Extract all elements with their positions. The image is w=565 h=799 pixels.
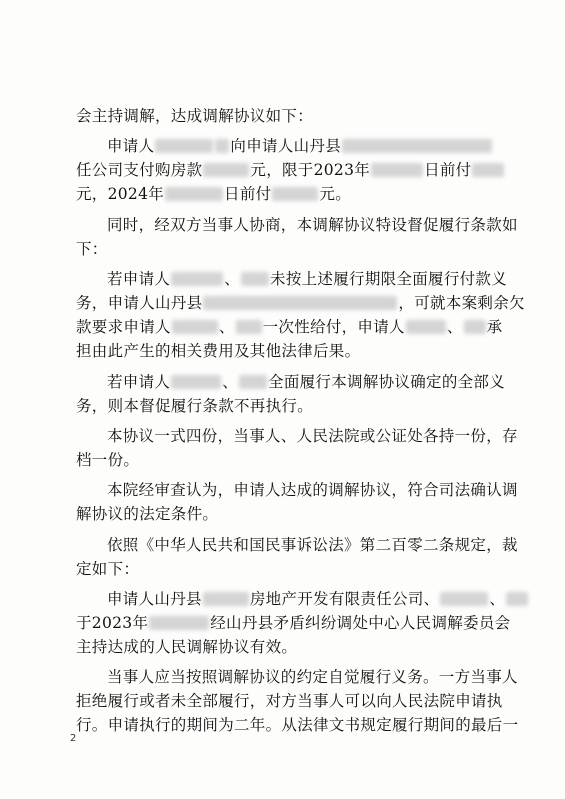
text: 依照《中华人民共和国民事诉讼法》第二百零二条规定，裁 (107, 536, 518, 554)
text: 同时，经双方当事人协商，本调解协议特设督促履行条款如 (107, 216, 518, 234)
text: 于2023年 (76, 614, 149, 632)
text: 定如下： (76, 560, 140, 578)
text-line (76, 239, 108, 259)
text-line (76, 293, 525, 313)
redacted-name (464, 320, 486, 334)
text: 未按上述履行期限全面履行付款义 (270, 270, 508, 288)
text: 务，则本督促履行条款不再执行。 (76, 397, 314, 415)
text: 房地产开发有限责任公司、 (249, 590, 440, 608)
redacted-date (371, 163, 423, 177)
text: 申请人 (107, 137, 155, 155)
text-line (76, 450, 139, 470)
text: 、 (489, 590, 506, 608)
page-number: 2 (70, 733, 77, 744)
text-line (76, 691, 503, 711)
redacted-name (406, 320, 446, 334)
text: 解协议的法定条件。 (76, 505, 219, 523)
text: 若申请人 (107, 373, 171, 391)
text: 下： (76, 240, 108, 258)
text: 档一份。 (76, 451, 140, 469)
redacted-date (149, 616, 209, 630)
text: 日前付 (424, 161, 472, 179)
text: 本协议一式四份，当事人、人民法院或公证处各持一份，存 (107, 427, 518, 445)
redacted-name (172, 320, 218, 334)
redacted-name (241, 272, 269, 286)
redacted-amount (203, 163, 249, 177)
redacted-name (155, 139, 213, 153)
text-line (76, 637, 297, 657)
text: 拒绝履行或者未全部履行，对方当事人可以向人民法院申请执 (76, 692, 503, 710)
text: 元。 (319, 185, 352, 203)
text-line (107, 372, 505, 392)
text-line (76, 106, 313, 126)
text: 会主持调解，达成调解协议如下： (76, 107, 314, 125)
text: 全面履行本调解协议确定的全部义 (268, 373, 506, 391)
text-line (107, 667, 518, 687)
text: 向申请人山丹县 (230, 137, 342, 155)
redacted-name (171, 272, 223, 286)
redacted-date (165, 187, 223, 201)
text-line (107, 480, 518, 500)
redacted-name (203, 592, 249, 606)
redacted-amount (272, 187, 318, 201)
text: 申请人山丹县 (107, 590, 202, 608)
text: 经山丹县矛盾纠纷调处中心人民调解委员会 (210, 614, 511, 632)
text-line (107, 589, 529, 609)
text-line (107, 426, 518, 446)
text: 、 (218, 318, 235, 336)
text: 行。申请执行的期间为二年。从法律文书规定履行期间的最后一 (76, 716, 519, 734)
text: 、 (224, 270, 241, 288)
text-line (76, 559, 139, 579)
text-line (76, 504, 218, 524)
text: ，可就本案剩余欠 (398, 294, 525, 312)
text: 一次性给付，申请人 (262, 318, 405, 336)
text-line (107, 269, 507, 289)
text: 本院经审查认为，申请人达成的调解协议，符合司法确认调 (107, 481, 518, 499)
redacted-company (342, 139, 492, 153)
text-line (76, 317, 502, 337)
redacted-name (506, 592, 528, 606)
text: 元，2024年 (76, 185, 165, 203)
text: 任公司支付购房款 (76, 161, 203, 179)
text: 务，申请人山丹县 (76, 294, 203, 312)
text-line (107, 535, 518, 555)
text: 若申请人 (107, 270, 171, 288)
text-line (107, 215, 518, 235)
text: 当事人应当按照调解协议的约定自觉履行义务。一方当事人 (107, 668, 518, 686)
text: 担由此产生的相关费用及其他法律后果。 (76, 342, 361, 360)
text-line (76, 160, 505, 180)
redacted-name (171, 375, 221, 389)
text-line (107, 136, 493, 156)
redacted-company (203, 296, 397, 310)
redacted-name (236, 320, 262, 334)
redacted-name (440, 592, 488, 606)
text: 、 (446, 318, 463, 336)
redacted-name (239, 375, 267, 389)
text: 款要求申请人 (76, 318, 171, 336)
redacted-name (215, 139, 229, 153)
text-line (76, 341, 360, 361)
text: 日前付 (224, 185, 272, 203)
text: 、 (222, 373, 239, 391)
text: 主持达成的人民调解协议有效。 (76, 638, 298, 656)
text-line (76, 396, 313, 416)
redacted-amount (472, 163, 504, 177)
text-line (76, 715, 518, 735)
text: 元，限于2023年 (250, 161, 371, 179)
text-line (76, 184, 351, 204)
text-line (76, 613, 510, 633)
text: 承 (486, 318, 503, 336)
